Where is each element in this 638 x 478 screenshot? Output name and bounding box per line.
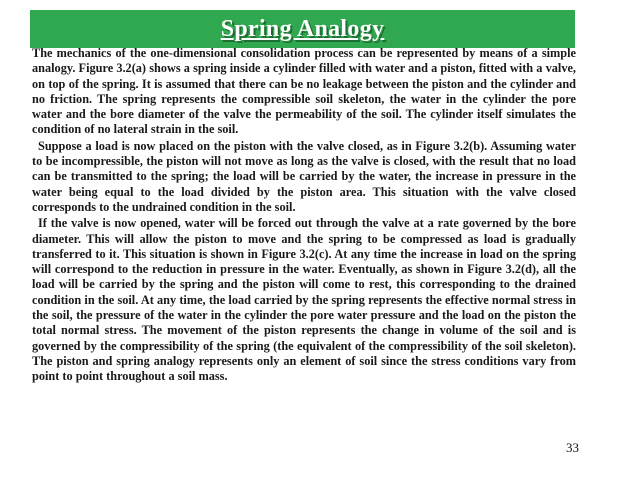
slide-title: Spring Analogy — [220, 15, 385, 42]
paragraph-valve-opened: If the valve is now opened, water will be forced out through the valve at a rate governed by the bore diameter. This will allow the piston to move and the spring to be compressed as load is gradually transferred to it. This situation is shown in Figure 3.2(c). At any time the increase in load on the spring will correspond to the reduction in pressure in the water. Eventually, as shown in Figure 3.2(d), all the load will be carried by the spring and the piston will come to rest, this corresponding to the drained condition in the soil. At any time, the load carried by the spring represents the effective normal stress in the soil, the pressure of the water in the cylinder the pore water pressure and the load on the piston the total normal stress. The movement of the piston represents the change in volume of the soil and is governed by the compressibility of the spring (the equivalent of the compressibility of the soil skeleton). The piston and spring analogy represents only an element of soil since the stress conditions vary from point to point throughout a soil mass. — [32, 216, 576, 384]
document-body — [32, 46, 576, 386]
page-number: 33 — [566, 440, 579, 455]
paragraph-valve-closed: Suppose a load is now placed on the piston with the valve closed, as in Figure 3.2(b). Assuming water to be incompressible, the piston will not move as long as the valve is closed, with the result that no load can be transmitted to the spring; the load will be carried by the water, the increase in pressure in the water being equal to the load divided by the piston area. This situation with the valve closed corresponds to the undrained condition in the soil. — [32, 138, 576, 214]
slide-title-bar — [30, 10, 575, 48]
paragraph-intro: The mechanics of the one-dimensional consolidation process can be represented by means of a simple analogy. Figure 3.2(a) shows a spring inside a cylinder filled with water and a piston, fitted with a valve, on top of the spring. It is assumed that there can be no leakage between the piston and the cylinder and no friction. The spring represents the compressible soil skeleton, the water in the cylinder the pore water and the bore diameter of the valve the permeability of the soil. The cylinder itself simulates the condition of no lateral strain in the soil. — [32, 46, 576, 137]
